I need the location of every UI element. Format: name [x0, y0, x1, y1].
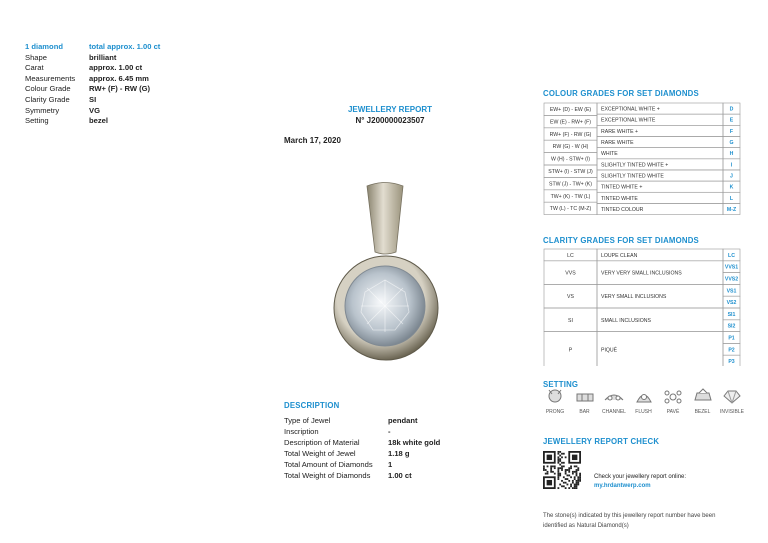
colour-code: EW+ (D) - EW (E)	[549, 107, 592, 113]
clarity-code: LC	[567, 252, 574, 259]
summary-total: total approx. 1.00 ct	[89, 42, 161, 51]
setting-title: SETTING	[543, 380, 579, 389]
description-row	[284, 470, 440, 481]
colour-code: W (H) - STW+ (I)	[550, 156, 591, 163]
clarity-code: VS	[567, 294, 574, 301]
setting-item	[598, 388, 630, 415]
pave-icon	[663, 388, 683, 405]
colour-code: TW+ (K) - TW (L)	[550, 193, 591, 200]
description-row	[284, 426, 440, 437]
footer-line-2: identified as Natural Diamond(s)	[543, 523, 629, 529]
natural-diamond-note	[543, 511, 743, 531]
setting-label: PRONG	[545, 409, 565, 415]
flush-icon	[634, 388, 654, 405]
clarity-grade: VS2	[726, 300, 737, 307]
setting-label: INVISIBLE	[720, 409, 744, 415]
setting-label: FLUSH	[635, 409, 652, 415]
colour-desc: EXCEPTIONAL WHITE +	[601, 106, 660, 113]
summary-row	[25, 63, 160, 74]
report-check-text: Check your jewellery report online:	[594, 474, 687, 480]
channel-icon	[604, 388, 624, 405]
description-label: Total Weight of Jewel	[284, 449, 356, 458]
report-check-title: JEWELLERY REPORT CHECK	[543, 437, 660, 446]
colour-desc: WHITE	[601, 151, 618, 158]
clarity-desc: VERY SMALL INCLUSIONS	[601, 294, 667, 301]
description-value: 1.00 ct	[388, 471, 412, 480]
setting-item	[716, 388, 748, 415]
colour-grade: L	[729, 195, 734, 202]
summary-row	[25, 116, 160, 127]
report-header	[330, 104, 450, 126]
clarity-grade: VVS1	[724, 264, 739, 271]
colour-desc: RARE WHITE +	[601, 128, 639, 135]
colour-grades-title: COLOUR GRADES FOR SET DIAMONDS	[543, 89, 699, 98]
setting-item	[628, 388, 660, 415]
colour-grade: K	[729, 184, 734, 191]
clarity-grade: VS1	[726, 288, 737, 295]
clarity-desc: VERY VERY SMALL INCLUSIONS	[601, 270, 682, 277]
description-value: pendant	[388, 416, 418, 425]
colour-grade: E	[729, 117, 734, 124]
clarity-desc: LOUPE CLEAN	[601, 252, 638, 259]
clarity-code: P	[568, 347, 573, 354]
clarity-grade: VVS2	[724, 276, 739, 283]
bar-icon	[575, 388, 595, 405]
clarity-grade: SI2	[727, 323, 736, 330]
description-value: -	[388, 427, 391, 436]
report-check-link[interactable]: my.hrdantwerp.com	[594, 483, 651, 489]
invisible-icon	[722, 388, 742, 405]
summary-label: Measurements	[25, 73, 76, 83]
colour-grade: D	[729, 106, 734, 113]
summary-row	[25, 74, 160, 85]
description-row	[284, 415, 440, 426]
colour-desc: TINTED COLOUR	[601, 207, 644, 214]
summary-value: VG	[89, 105, 100, 115]
colour-code: STW (J) - TW+ (K)	[549, 181, 592, 188]
setting-item	[569, 388, 601, 415]
summary-row	[25, 95, 160, 106]
summary-row	[25, 84, 160, 95]
description-value: 18k white gold	[388, 438, 441, 447]
colour-grade: M-Z	[726, 207, 737, 214]
colour-grade: J	[730, 173, 733, 180]
summary-label: Colour Grade	[25, 84, 71, 94]
colour-grade: I	[730, 162, 733, 169]
colour-grid	[543, 102, 743, 220]
description-value: 1	[388, 460, 393, 469]
setting-item	[539, 388, 571, 415]
summary-value: bezel	[89, 116, 108, 126]
clarity-grade: P2	[728, 347, 735, 354]
colour-grades-table	[543, 102, 743, 225]
setting-label: PAVÉ	[666, 409, 680, 415]
colour-grade: H	[729, 151, 734, 158]
description-row	[284, 448, 440, 459]
clarity-desc: PIQUÉ	[601, 347, 618, 354]
report-date: March 17, 2020	[284, 136, 341, 145]
description-label: Total Weight of Diamonds	[284, 471, 371, 480]
colour-desc: TINTED WHITE +	[601, 184, 643, 191]
summary-label: Carat	[25, 63, 44, 73]
prong-icon	[545, 388, 565, 405]
summary-row	[25, 106, 160, 117]
diamond-summary	[25, 42, 160, 127]
summary-value: brilliant	[89, 52, 117, 62]
colour-desc: EXCEPTIONAL WHITE	[601, 117, 656, 124]
clarity-grid	[543, 248, 743, 366]
report-title: JEWELLERY REPORT	[347, 105, 432, 114]
description-title: DESCRIPTION	[284, 401, 340, 410]
summary-value: RW+ (F) - RW (G)	[89, 84, 151, 94]
clarity-grades-table	[543, 248, 743, 371]
description-label: Type of Jewel	[284, 416, 331, 425]
summary-label: Shape	[25, 52, 47, 62]
colour-desc: SLIGHTLY TINTED WHITE	[601, 173, 664, 180]
setting-label: CHANNEL	[602, 409, 626, 415]
footer-line-1: The stone(s) indicated by this jewellery report number have been	[543, 513, 716, 519]
summary-label: Symmetry	[25, 105, 60, 115]
report-number: N° J200000023507	[355, 116, 425, 125]
colour-desc: SLIGHTLY TINTED WHITE +	[601, 162, 669, 169]
colour-code: RW+ (F) - RW (G)	[549, 131, 592, 138]
colour-desc: RARE WHITE	[601, 140, 634, 147]
clarity-grade: SI1	[727, 311, 736, 318]
summary-value: SI	[89, 94, 97, 104]
clarity-grade: LC	[728, 252, 735, 259]
bezel-icon	[693, 388, 713, 405]
summary-label: Clarity Grade	[25, 94, 70, 104]
qr-code-icon[interactable]	[543, 451, 581, 489]
colour-code: EW (E) - RW+ (F)	[550, 119, 591, 126]
colour-desc: TINTED WHITE	[601, 195, 638, 202]
clarity-desc: SMALL INCLUSIONS	[601, 317, 651, 324]
clarity-code: VVS	[565, 270, 576, 277]
pendant-image	[333, 182, 443, 366]
description-row	[284, 437, 440, 448]
summary-count: 1 diamond	[25, 42, 63, 51]
colour-code: TW (L) - TC (M-Z)	[549, 206, 592, 213]
description-label: Total Amount of Diamonds	[284, 460, 373, 469]
colour-code: RW (G) - W (H)	[552, 144, 589, 151]
setting-label: BEZEL	[694, 409, 711, 415]
setting-label: BAR	[579, 409, 590, 415]
colour-grade: F	[729, 128, 734, 135]
description-label: Description of Material	[284, 438, 360, 447]
description-value: 1.18 g	[388, 449, 410, 458]
report-check-info	[594, 473, 686, 491]
setting-item	[687, 388, 719, 415]
colour-grade: G	[729, 140, 734, 147]
summary-value: approx. 6.45 mm	[89, 73, 149, 83]
clarity-grade: P3	[728, 359, 735, 366]
summary-label: Setting	[25, 116, 49, 126]
description-label: Inscription	[284, 427, 319, 436]
summary-value: approx. 1.00 ct	[89, 63, 143, 73]
clarity-grades-title: CLARITY GRADES FOR SET DIAMONDS	[543, 236, 699, 245]
colour-code: STW+ (I) - STW (J)	[548, 169, 593, 175]
description-section	[284, 401, 440, 481]
setting-item	[657, 388, 689, 415]
clarity-code: SI	[568, 317, 573, 324]
clarity-grade: P1	[728, 335, 735, 342]
summary-row	[25, 53, 160, 64]
description-row	[284, 459, 440, 470]
